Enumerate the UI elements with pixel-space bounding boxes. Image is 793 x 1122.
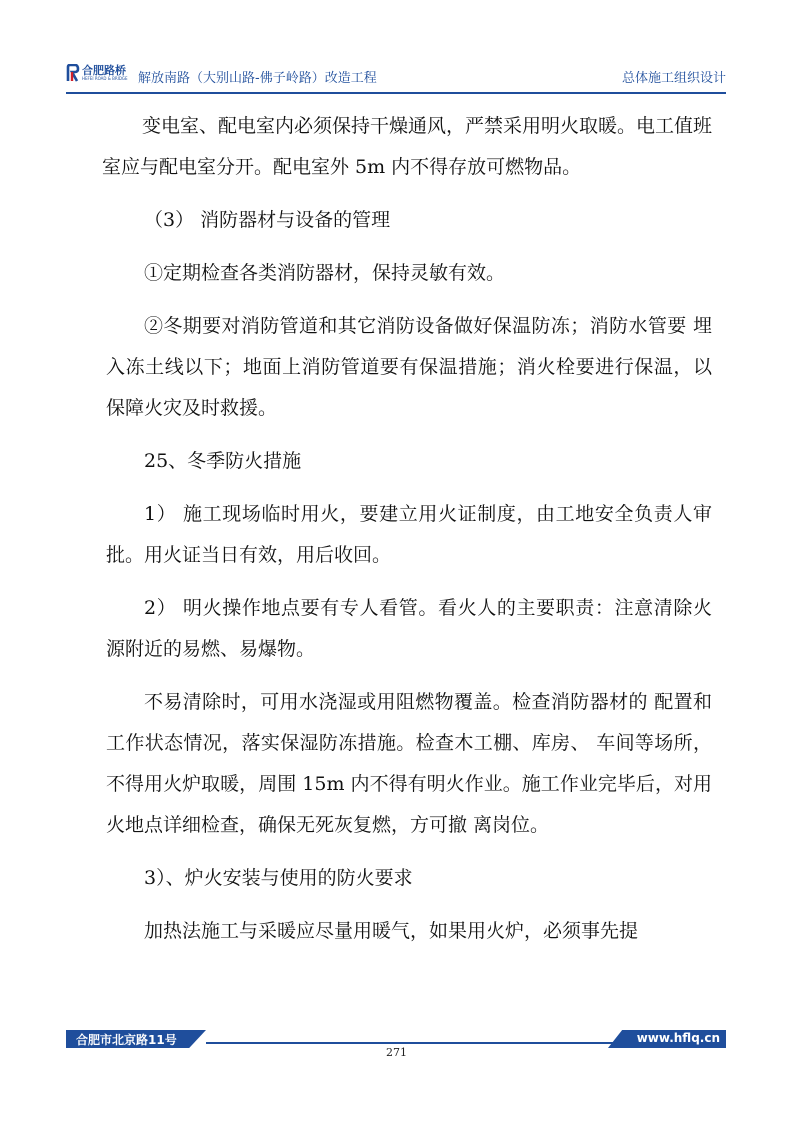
hefei-road-bridge-logo-icon bbox=[66, 64, 80, 82]
footer-divider bbox=[206, 1042, 616, 1044]
document-title: 总体施工组织设计 bbox=[621, 71, 726, 86]
paragraph-9: 3）、炉火安装与使用的防火要求 bbox=[144, 867, 413, 889]
paragraph-2: （3） 消防器材与设备的管理 bbox=[144, 209, 391, 231]
project-title: 解放南路（大别山路-佛子岭路）改造工程 bbox=[138, 71, 377, 86]
footer-address: 合肥市北京路11号 bbox=[76, 1033, 177, 1047]
company-logo bbox=[66, 62, 128, 86]
page-number: 271 bbox=[386, 1046, 407, 1059]
paragraph-3: ①定期检查各类消防器材，保持灵敏有效。 bbox=[144, 262, 506, 284]
paragraph-10: 加热法施工与采暖应尽量用暖气，如果用火炉，必须事先提 bbox=[144, 920, 639, 942]
paragraph-5: 25、冬季防火措施 bbox=[144, 450, 302, 472]
document-body bbox=[102, 106, 713, 952]
paragraph-8: 不易清除时，可用水浇湿或用阻燃物覆盖。检查消防器材的 配置和工作状态情况，落实保湿防冻措施。检查木工棚、库房、 车间等场所，不得用火炉取暖，周围 15m 内不得有明火作业。施工作业完毕后，对用火地点详细检查，确保无死灰复燃，方可撤 离岗位。 bbox=[106, 691, 712, 836]
header-divider bbox=[66, 92, 726, 94]
paragraph-6: 1） 施工现场临时用火，要建立用火证制度，由工地安全负责人审批。用火证当日有效，用后收回。 bbox=[106, 503, 712, 566]
logo-text: 合肥路桥 bbox=[82, 64, 126, 77]
logo-subtext: HEFEI ROAD & BRIDGE bbox=[82, 76, 128, 81]
paragraph-4: ②冬期要对消防管道和其它消防设备做好保温防冻；消防水管要 埋入冻土线以下；地面上消防管道要有保温措施；消火栓要进行保温，以保障火灾及时救援。 bbox=[106, 315, 712, 419]
page-header bbox=[66, 60, 726, 90]
paragraph-1: 变电室、配电室内必须保持干燥通风，严禁采用明火取暖。电工值班室应与配电室分开。配电室外 5m 内不得存放可燃物品。 bbox=[102, 115, 713, 178]
footer-website: www.hflq.cn bbox=[636, 1031, 720, 1045]
paragraph-7: 2） 明火操作地点要有专人看管。看火人的主要职责：注意清除火源附近的易燃、易爆物。 bbox=[106, 597, 712, 660]
